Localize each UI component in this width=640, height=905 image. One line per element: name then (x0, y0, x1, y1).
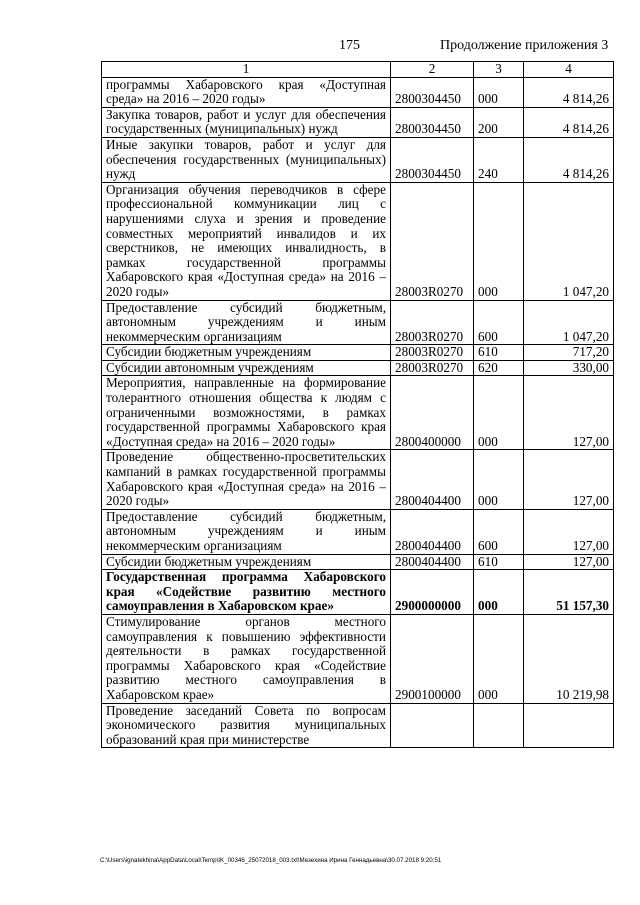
table-row (102, 376, 614, 450)
page-number: 175 (339, 38, 360, 53)
table-header-row (102, 62, 614, 78)
row-code (391, 703, 474, 748)
row-expense-type: 600 (474, 300, 524, 345)
row-description: Государственная программа Хабаровского края «Содействие развитию местного самоуправления в Хабаровском крае» (102, 570, 391, 615)
row-amount (524, 703, 614, 748)
row-description: Проведение общественно-просветительских кампаний в рамках государственной программы Хабаровского края «Доступная среда» на 2016 – 2020 годы» (102, 450, 391, 509)
table-row (102, 345, 614, 361)
table-row (102, 137, 614, 182)
row-code: 2900100000 (391, 614, 474, 703)
row-description: Иные закупки товаров, работ и услуг для обеспечения государственных (муниципальных) нужд (102, 137, 391, 182)
table-row (102, 450, 614, 509)
table-row-program (102, 570, 614, 615)
row-description: Субсидии автономным учреждениям (102, 360, 391, 376)
row-description: Стимулирование органов местного самоуправления к повышению эффективности деятельности в рамках государственной программы Хабаровского края «Содействие развитию местного самоуправления в Хабаровском крае» (102, 614, 391, 703)
row-description: Проведение заседаний Совета по вопросам экономического развития муниципальных образований края при министерстве (102, 703, 391, 748)
row-amount: 127,00 (524, 376, 614, 450)
row-code: 2800304450 (391, 77, 474, 107)
row-expense-type (474, 703, 524, 748)
row-amount: 717,20 (524, 345, 614, 361)
column-header: 3 (474, 62, 524, 78)
row-amount: 127,00 (524, 509, 614, 554)
table-row (102, 703, 614, 748)
table-row (102, 300, 614, 345)
row-expense-type: 610 (474, 554, 524, 570)
footer-file-path: C:\Users\ignatekhina\AppData\Local\Temp\IK_00346_25072018_003.txt\Мезехина Ирина Геннадьевна\30.07.2018 9:20:51 (100, 857, 442, 864)
row-description: Предоставление субсидий бюджетным, автономным учреждениям и иным некоммерческим организациям (102, 509, 391, 554)
row-expense-type: 620 (474, 360, 524, 376)
row-code: 2800404400 (391, 509, 474, 554)
row-description: Мероприятия, направленные на формирование толерантного отношения общества к людям с ограниченными возможностями, в рамках государственной программы Хабаровского края «Доступная среда» на 2016 – 2020 годы» (102, 376, 391, 450)
row-expense-type: 000 (474, 376, 524, 450)
row-expense-type: 000 (474, 570, 524, 615)
table-row (102, 614, 614, 703)
table-row (102, 554, 614, 570)
row-amount: 4 814,26 (524, 107, 614, 137)
row-description: Субсидии бюджетным учреждениям (102, 554, 391, 570)
row-code: 2800304450 (391, 137, 474, 182)
row-description: программы Хабаровского края «Доступная среда» на 2016 – 2020 годы» (102, 77, 391, 107)
row-expense-type: 240 (474, 137, 524, 182)
row-expense-type: 000 (474, 77, 524, 107)
column-header: 1 (102, 62, 391, 78)
row-code: 28003R0270 (391, 300, 474, 345)
row-description: Закупка товаров, работ и услуг для обеспечения государственных (муниципальных) нужд (102, 107, 391, 137)
row-amount: 51 157,30 (524, 570, 614, 615)
row-amount: 1 047,20 (524, 300, 614, 345)
row-code: 2800404400 (391, 450, 474, 509)
row-code: 2800304450 (391, 107, 474, 137)
table-row (102, 360, 614, 376)
row-code: 28003R0270 (391, 360, 474, 376)
row-code: 2800404400 (391, 554, 474, 570)
column-header: 4 (524, 62, 614, 78)
continuation-label: Продолжение приложения 3 (440, 38, 609, 53)
row-code: 28003R0270 (391, 345, 474, 361)
row-expense-type: 000 (474, 182, 524, 300)
row-expense-type: 000 (474, 614, 524, 703)
row-description: Предоставление субсидий бюджетным, автономным учреждениям и иным некоммерческим организациям (102, 300, 391, 345)
row-description: Субсидии бюджетным учреждениям (102, 345, 391, 361)
column-header: 2 (391, 62, 474, 78)
row-code: 2800400000 (391, 376, 474, 450)
table-row (102, 107, 614, 137)
row-amount: 4 814,26 (524, 137, 614, 182)
table-row (102, 182, 614, 300)
row-description: Организация обучения переводчиков в сфере профессиональной коммуникации лиц с нарушениями слуха и зрения и проведение совместных мероприятий инвалидов и их сверстников, не имеющих инвалидность, в рамках государственной программы Хабаровского края «Доступная среда» на 2016 – 2020 годы» (102, 182, 391, 300)
row-amount: 1 047,20 (524, 182, 614, 300)
row-expense-type: 000 (474, 450, 524, 509)
table-row (102, 509, 614, 554)
table-row (102, 77, 614, 107)
row-code: 2900000000 (391, 570, 474, 615)
row-amount: 330,00 (524, 360, 614, 376)
row-amount: 4 814,26 (524, 77, 614, 107)
row-expense-type: 610 (474, 345, 524, 361)
row-amount: 127,00 (524, 450, 614, 509)
row-amount: 127,00 (524, 554, 614, 570)
row-expense-type: 200 (474, 107, 524, 137)
row-expense-type: 600 (474, 509, 524, 554)
budget-table (101, 61, 614, 748)
row-amount: 10 219,98 (524, 614, 614, 703)
row-code: 28003R0270 (391, 182, 474, 300)
